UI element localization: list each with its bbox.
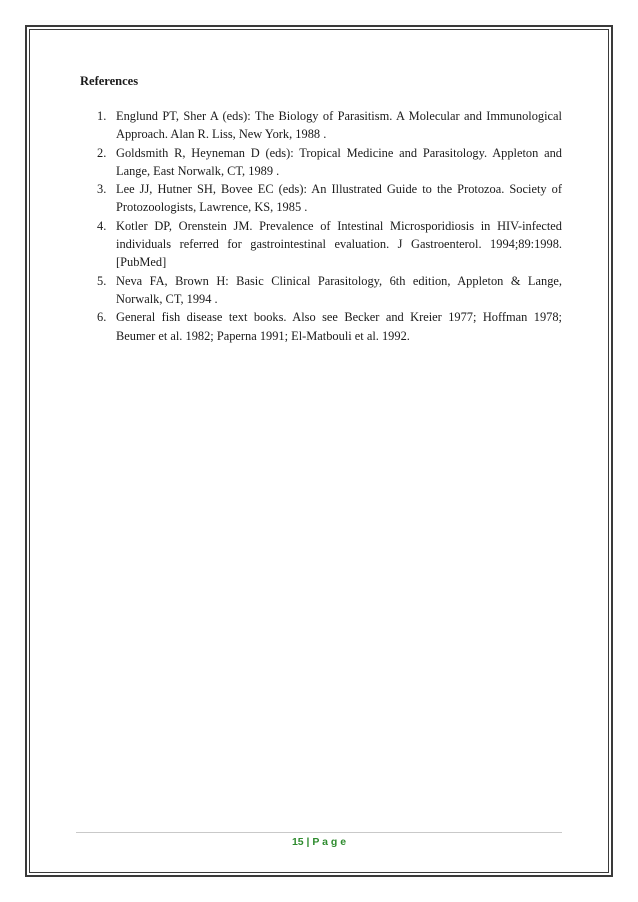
references-list bbox=[80, 107, 562, 345]
reference-text: Goldsmith R, Heyneman D (eds): Tropical Medicine and Parasitology. Appleton and Lange, East Norwalk, CT, 1989 . bbox=[116, 145, 562, 178]
reference-number: 4. bbox=[97, 218, 107, 233]
references-heading: References bbox=[80, 74, 139, 88]
reference-item bbox=[80, 272, 562, 309]
reference-item bbox=[80, 217, 562, 272]
reference-text: Neva FA, Brown H: Basic Clinical Parasitology, 6th edition, Appleton & Lange, Norwalk, CT, 1994 . bbox=[116, 273, 562, 306]
reference-number: 6. bbox=[97, 310, 107, 325]
reference-item bbox=[80, 144, 562, 181]
reference-text: Englund PT, Sher A (eds): The Biology of Parasitism. A Molecular and Immunological Approach. Alan R. Liss, New York, 1988 . bbox=[116, 109, 562, 142]
reference-number: 3. bbox=[97, 182, 107, 197]
reference-text: Lee JJ, Hutner SH, Bovee EC (eds): An Illustrated Guide to the Protozoa. Society of Protozoologists, Lawrence, KS, 1985 . bbox=[116, 182, 562, 215]
reference-number: 5. bbox=[97, 273, 107, 288]
reference-text: Kotler DP, Orenstein JM. Prevalence of Intestinal Microsporidiosis in HIV-infected individuals referred for gastrointestinal evaluation. J Gastroenterol. 1994;89:1998. [PubMed] bbox=[116, 218, 562, 270]
page-number: 15 | P a g e bbox=[291, 836, 347, 848]
reference-text: General fish disease text books. Also see Becker and Kreier 1977; Hoffman 1978; Beumer et al. 1982; Paperna 1991; El-Matbouli et al. 1992. bbox=[116, 310, 562, 343]
reference-item bbox=[80, 107, 562, 144]
reference-number: 2. bbox=[97, 145, 107, 160]
reference-item bbox=[80, 308, 562, 345]
footer-divider bbox=[76, 832, 562, 833]
reference-number: 1. bbox=[97, 109, 107, 123]
reference-item bbox=[80, 180, 562, 217]
